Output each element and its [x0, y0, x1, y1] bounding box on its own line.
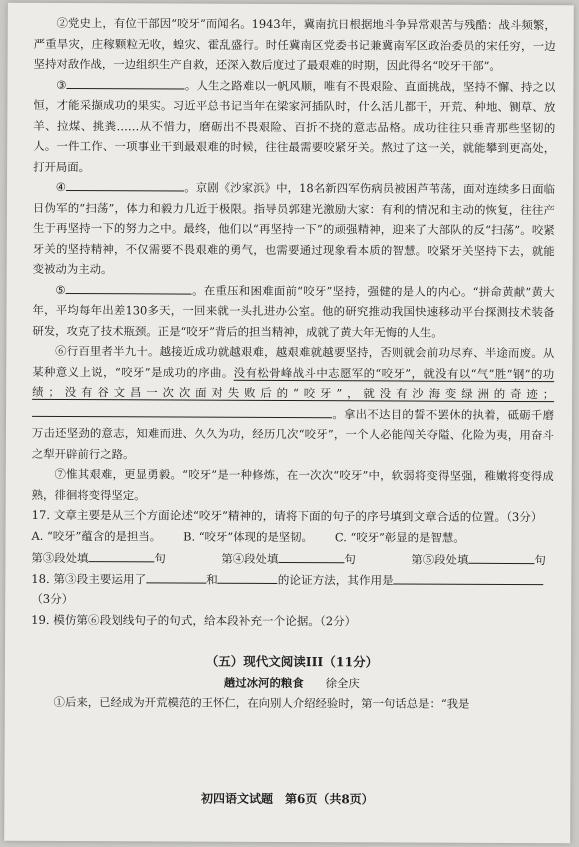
paragraph-6-underlined-sentence: 没有松骨峰战斗中志愿军的“咬牙”，就没有以“气”胜“钢”的功绩；没有谷文昌一次次面对失败后的“咬牙”，就没有沙海变绿洲的奇迹； — [32, 365, 555, 402]
fill-blank-5[interactable] — [468, 550, 534, 563]
paragraph-7: ⑦惟其艰难，更显勇毅。“咬牙”是一种修炼，在一次次“咬牙”中，软弱将变得坚强，稚嫩将变得成熟，徘徊将变得坚定。 — [31, 466, 554, 502]
question-18-blank-2[interactable] — [218, 570, 278, 583]
paragraph-5-number: ⑤ — [55, 282, 66, 297]
fill-suffix-3: 句 — [154, 550, 166, 565]
paragraph-4-number: ④ — [55, 179, 67, 195]
question-18-blank-3[interactable] — [394, 571, 544, 585]
paragraph-5-text: 。在重压和困难面前“咬牙”坚持，强健的是人的内心。“拼命黄献”黄大年，平均每年出差130多天，一回来就一头扎进办公室。他的研究推动我国快速移动平台探测技术装备研发，攻克了技术瓶颈。正是“咬牙”背后的担当精神，成就了黄大年无悔的人生。 — [32, 283, 555, 340]
paragraph-6-blank[interactable] — [32, 403, 332, 417]
paragraph-6-intro: ⑥行百里者半九十。越接近成功就越艰难，越艰难就越要坚持，否则就会前功尽弃、半途而废。从某种意义上说，“咬牙”是成功的序曲。 — [32, 343, 555, 380]
section-heading: （五）现代文阅读III（11分） — [205, 653, 379, 670]
paragraph-3-blank[interactable] — [67, 76, 185, 90]
article-author: 徐全庆 — [325, 676, 360, 691]
fill-suffix-5: 句 — [534, 552, 546, 567]
question-18-part-c: 的论证方法，其作用是 — [277, 572, 394, 587]
question-19: 19. 模仿第⑥段划线句子的句式，给本段补充一个论据。（2分） — [31, 612, 357, 628]
fill-item-5 — [411, 548, 545, 571]
article-paragraph-1: ①后来，已经成为开荒模范的王怀仁，在向别人介绍经验时，第一句话总是：“我是 — [53, 694, 470, 711]
paragraph-4 — [33, 177, 555, 282]
fill-label-5: 第⑤段处填 — [411, 552, 469, 567]
fill-blank-3[interactable] — [88, 549, 154, 562]
fill-label-4: 第④段处填 — [221, 551, 279, 566]
question-17-fill-row — [31, 546, 553, 570]
paragraph-4-blank[interactable] — [66, 178, 184, 192]
paragraph-3-number: ③ — [56, 77, 67, 92]
paragraph-6-rest: 。拿出不达目的誓不罢休的执着，砥砺千磨万击还坚劲的意志，知难而进、久久为功，经历几次“咬牙”，一个人必能闯关夺隘、化险为夷，用奋斗之犁开辟前行之路。 — [31, 406, 555, 461]
paragraph-4-text: 。京剧《沙家浜》中，18名新四军伤病员被困芦苇荡，面对连续多日面临日伪军的“扫荡”，体力和毅力几近于极限。指导员郭建光激励大家：有利的情况和主动的恢复，往往产生于再坚持一下的努力之中。最终，他们以“再坚持一下”的顽强精神，迎来了大部队的反“扫荡”。咬紧牙关的坚持精神，不仅需要不畏艰难的勇气，也需要通过现象看本质的智慧。咬紧牙关坚持下去，就能变被动为主动。 — [32, 180, 556, 277]
paragraph-3-text: 。人生之路难以一帆风顺，唯有不畏艰险、直面挑战，坚持不懈、持之以恒，才能采撷成功的果实。习近平总书记当年在梁家河插队时，什么活儿都干，开荒、种地、铡草、放羊、拉煤、挑粪……从不惜力，磨砺出不畏艰险、百折不挠的意志品格。成功往往只垂青那些坚韧的人。一件工作、一项事业干到最艰难的时候，往往最需要咬紧牙关。熬过了这一关，就能攀到更高处，打开局面。 — [33, 78, 556, 174]
option-c: C. “咬牙”彰显的是智慧。 — [334, 529, 465, 545]
option-a: A. “咬牙”蕴含的是担当。 — [31, 528, 162, 543]
question-18 — [31, 568, 553, 591]
page-footer: 初四语文试题 第6页（共8页） — [200, 791, 374, 807]
question-17: 17. 文章主要是从三个方面论述“咬牙”精神的，请将下面的句子的序号填到文章合适的位置。（3分） — [31, 507, 543, 525]
fill-item-3 — [31, 546, 221, 569]
paragraph-5 — [32, 279, 554, 343]
question-18-blank-1[interactable] — [146, 570, 206, 583]
fill-suffix-4: 句 — [344, 551, 356, 566]
fill-blank-4[interactable] — [278, 549, 344, 562]
article-title: 趟过冰河的粮食 — [223, 675, 304, 691]
paragraph-5-blank[interactable] — [66, 281, 192, 295]
question-17-options — [31, 525, 553, 548]
exam-page — [4, 3, 574, 843]
question-18-score: （3分） — [31, 591, 74, 607]
article-title-line — [31, 672, 553, 694]
question-18-part-a: 18. 第③段主要运用了 — [31, 571, 147, 586]
fill-item-4 — [221, 547, 411, 570]
fill-label-3: 第③段处填 — [31, 550, 89, 565]
paragraph-3 — [33, 74, 555, 179]
paragraph-6 — [32, 341, 555, 466]
question-18-part-b: 和 — [206, 572, 218, 587]
option-b: B. “咬牙”体现的是坚韧。 — [183, 529, 313, 544]
paragraph-2: ②党史上，有位干部因“咬牙”而闻名。1943年，冀南抗日根据地斗争异常艰苦与残酷：战斗频繁，严重旱灾，庄稼颗粒无收，蝗灾、霍乱盛行。时任冀南区党委书记兼冀南军区政治委员的宋任穷，一边坚持对敌作战，一边组织生产自救，还深入数后度过了最艰难的时期，因此得名“咬牙干部”。 — [33, 15, 556, 73]
page-content — [31, 13, 556, 715]
